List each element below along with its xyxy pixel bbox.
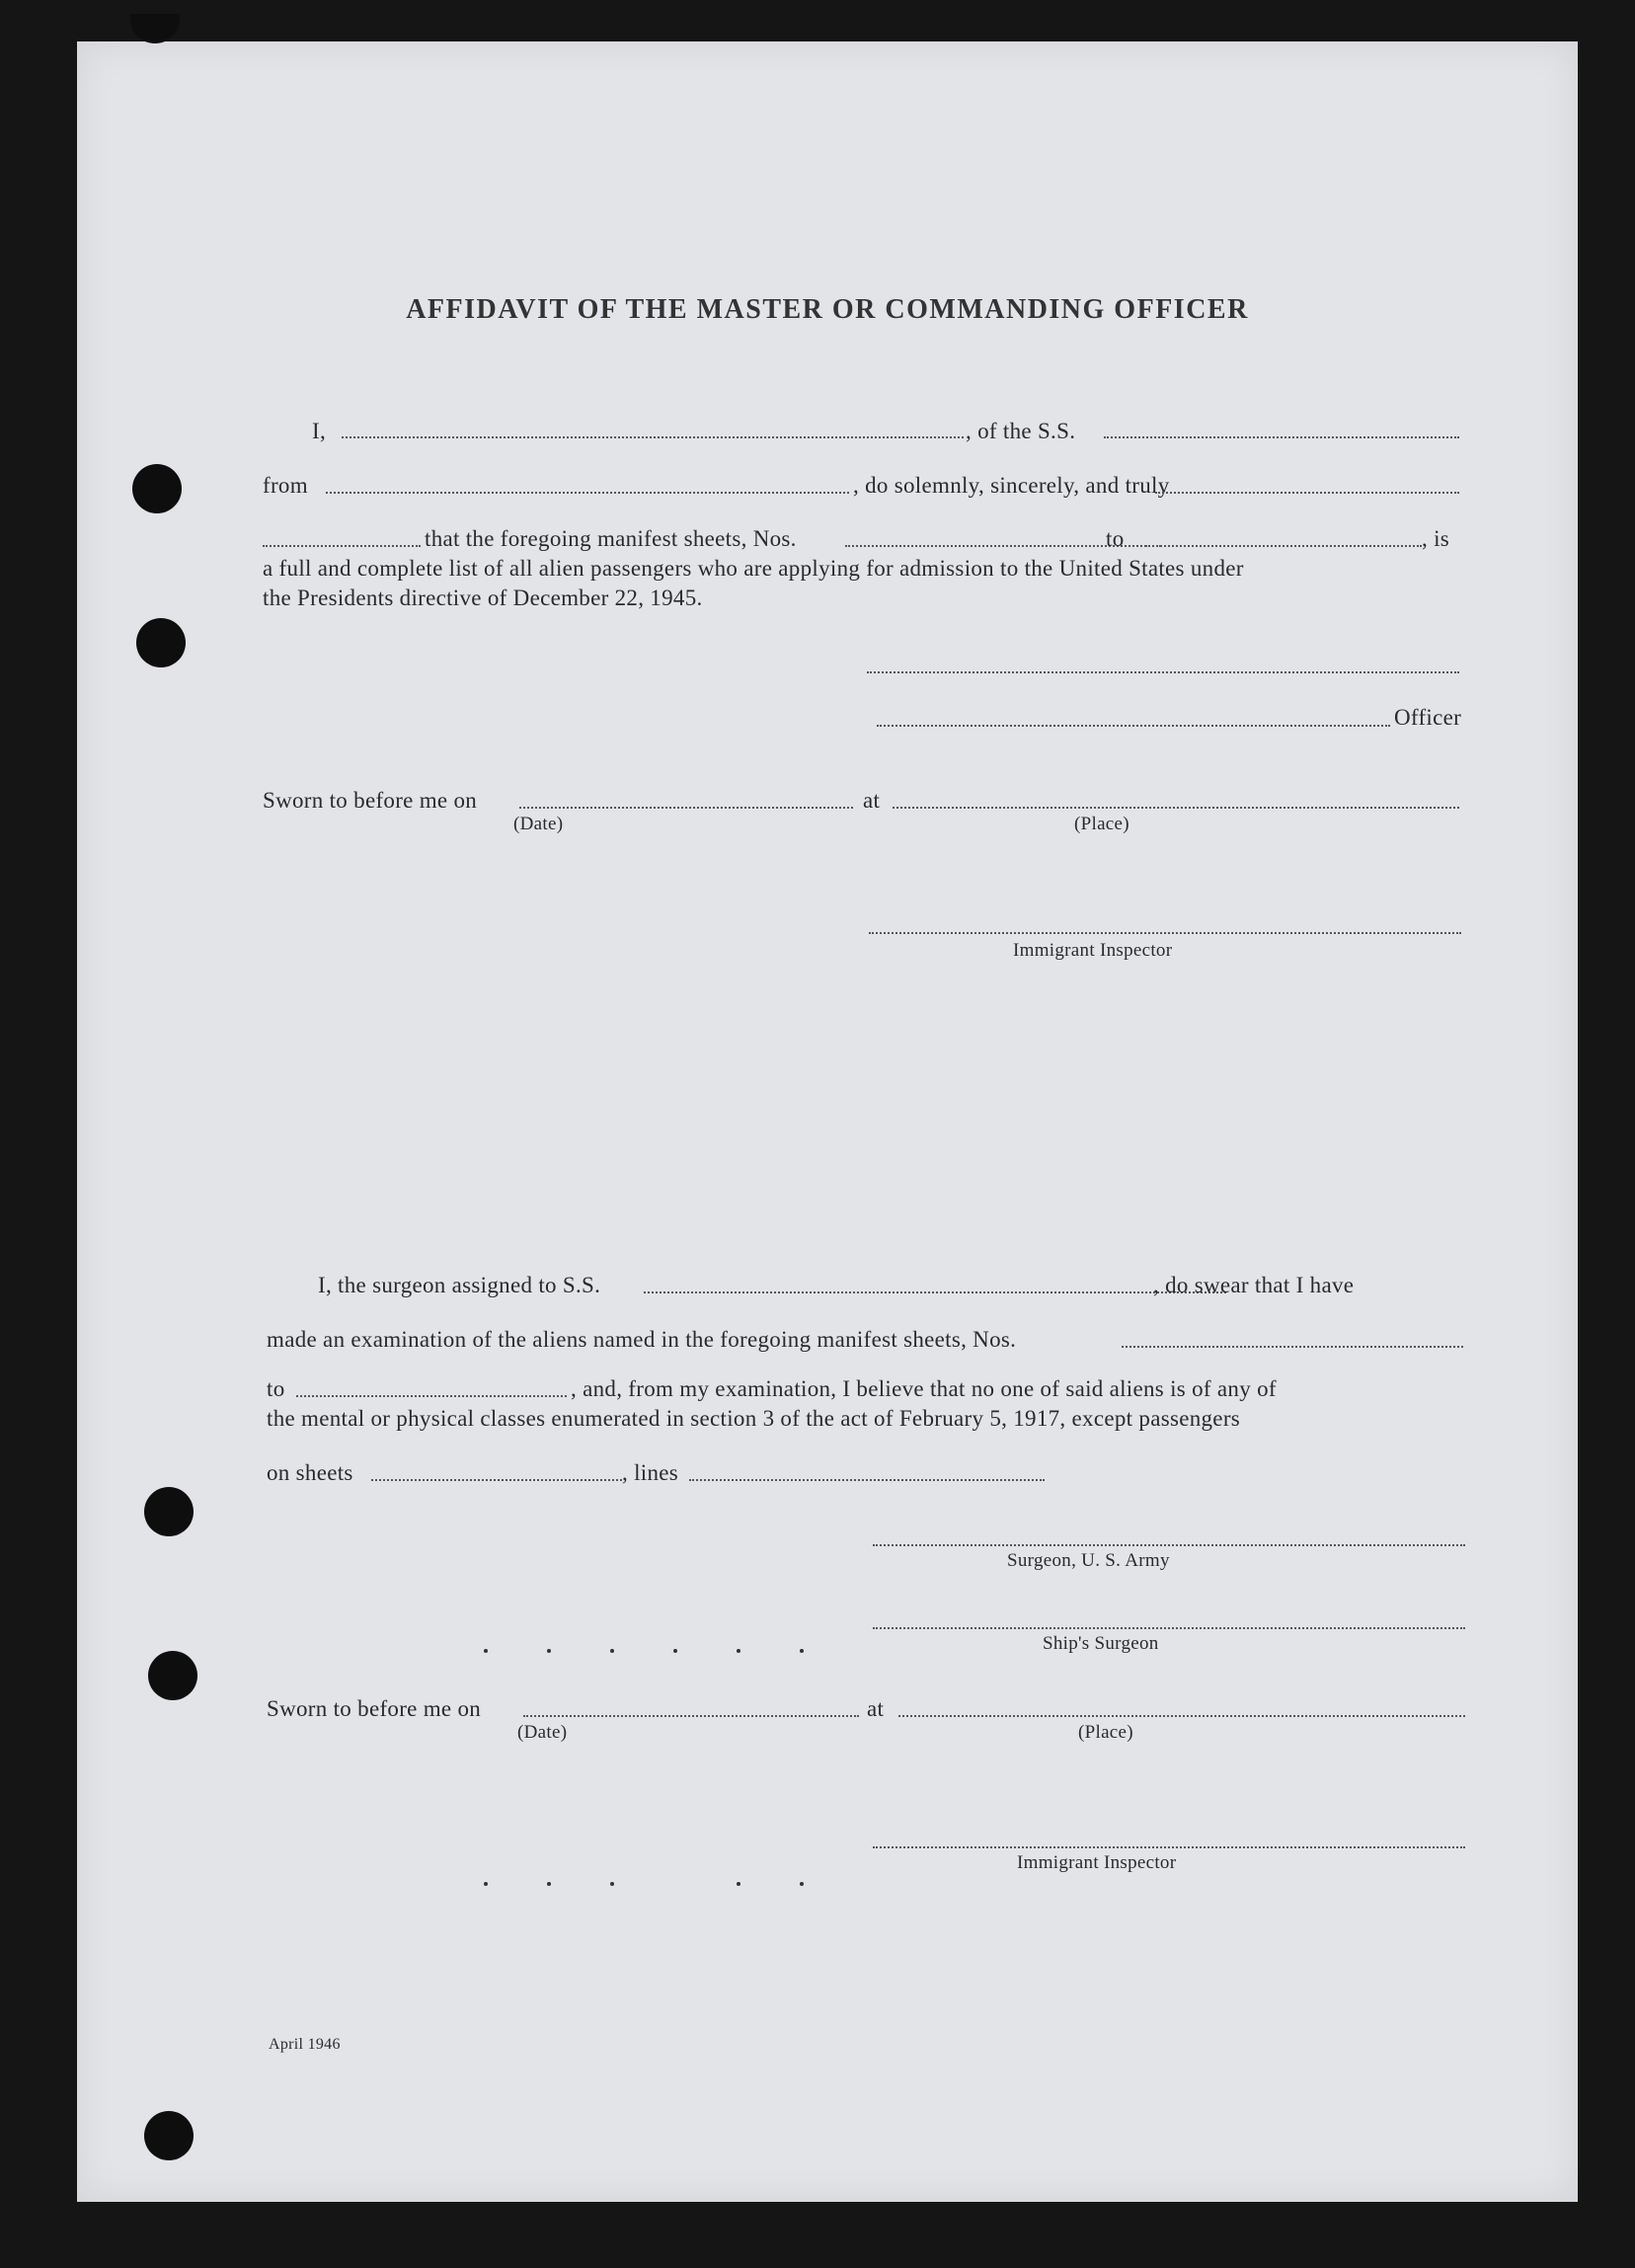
master-sworn-label: Sworn to before me on xyxy=(263,788,478,813)
master-inspector-blank[interactable] xyxy=(869,932,1461,934)
master-signature-blank[interactable] xyxy=(867,671,1459,673)
stray-mark xyxy=(737,1882,740,1886)
surgeon-ship-blank[interactable] xyxy=(644,1291,1226,1293)
master-line2: a full and complete list of all alien passengers who are applying for admission to the United States under xyxy=(263,556,1244,581)
master-port-blank[interactable] xyxy=(326,492,849,494)
master-ship-blank[interactable] xyxy=(1104,436,1459,438)
master-from-label: from xyxy=(263,473,308,498)
surgeon-line3b: , and, from my examination, I believe that no one of said aliens is of any of xyxy=(571,1376,1277,1401)
surgeon-to-label: to xyxy=(267,1376,285,1401)
master-place-blank[interactable] xyxy=(893,807,1459,809)
surgeon-sheet-from-blank[interactable] xyxy=(1122,1346,1463,1348)
punch-hole xyxy=(144,1487,194,1536)
surgeon-sheets-blank[interactable] xyxy=(371,1479,622,1481)
stray-mark xyxy=(484,1649,488,1653)
surgeon-line1a: I, the surgeon assigned to S.S. xyxy=(318,1273,601,1297)
punch-hole xyxy=(136,618,186,667)
stray-mark xyxy=(547,1882,551,1886)
punch-hole xyxy=(132,464,182,513)
stray-mark xyxy=(610,1649,614,1653)
master-foregoing-label: that the foregoing manifest sheets, Nos. xyxy=(425,526,797,551)
stray-mark xyxy=(484,1882,488,1886)
master-date-blank[interactable] xyxy=(519,807,853,809)
punch-hole xyxy=(130,14,180,43)
surgeon-sheet-to-blank[interactable] xyxy=(296,1395,567,1397)
surgeon-lines-label: , lines xyxy=(622,1460,679,1485)
stray-mark xyxy=(737,1649,740,1653)
ships-surgeon-signature-blank[interactable] xyxy=(873,1627,1465,1629)
master-solemnly-label: , do solemnly, sincerely, and truly xyxy=(853,473,1170,498)
surgeon-line1b: , do swear that I have xyxy=(1153,1273,1355,1297)
surgeon-place-caption: (Place) xyxy=(1078,1722,1133,1743)
surgeon-on-sheets-label: on sheets xyxy=(267,1460,353,1485)
surgeon-line2: made an examination of the aliens named in the foregoing manifest sheets, Nos. xyxy=(267,1327,1017,1352)
stray-mark xyxy=(547,1649,551,1653)
officer-signature-blank[interactable] xyxy=(877,725,1390,727)
surgeon-inspector-caption: Immigrant Inspector xyxy=(1017,1852,1177,1873)
master-to-label: to xyxy=(1106,526,1125,551)
punch-hole xyxy=(148,1651,197,1700)
master-line3: the Presidents directive of December 22, 1945. xyxy=(263,586,703,610)
master-of-ss-label: , of the S.S. xyxy=(966,419,1076,443)
stray-mark xyxy=(800,1882,804,1886)
officer-label: Officer xyxy=(1394,705,1462,730)
master-at-label: at xyxy=(863,788,881,813)
surgeon-at-label: at xyxy=(867,1696,885,1721)
master-name-blank[interactable] xyxy=(342,436,964,438)
stray-mark xyxy=(610,1882,614,1886)
form-date-footer: April 1946 xyxy=(269,2036,341,2053)
surgeon-lines-blank[interactable] xyxy=(689,1479,1045,1481)
army-surgeon-signature-blank[interactable] xyxy=(873,1544,1465,1546)
master-swear-blank[interactable] xyxy=(1155,492,1459,494)
surgeon-inspector-blank[interactable] xyxy=(873,1846,1465,1848)
affidavit-form-page xyxy=(77,41,1578,2202)
surgeon-place-blank[interactable] xyxy=(898,1715,1465,1717)
form-title: AFFIDAVIT OF THE MASTER OR COMMANDING OFFICER xyxy=(406,294,1249,325)
surgeon-date-caption: (Date) xyxy=(517,1722,568,1743)
surgeon-sworn-label: Sworn to before me on xyxy=(267,1696,482,1721)
stray-mark xyxy=(800,1649,804,1653)
master-oath-blank[interactable] xyxy=(263,545,421,547)
master-is-label: , is xyxy=(1422,526,1450,551)
surgeon-line4: the mental or physical classes enumerated in section 3 of the act of February 5, 1917, except passengers xyxy=(267,1406,1241,1431)
master-i-label: I, xyxy=(312,419,327,443)
master-inspector-caption: Immigrant Inspector xyxy=(1013,940,1173,961)
surgeon-date-blank[interactable] xyxy=(523,1715,859,1717)
ships-surgeon-caption: Ship's Surgeon xyxy=(1043,1633,1159,1654)
master-date-caption: (Date) xyxy=(513,814,564,834)
stray-mark xyxy=(673,1649,677,1653)
master-sheet-to-blank[interactable] xyxy=(1145,545,1422,547)
punch-hole xyxy=(144,2111,194,2160)
master-place-caption: (Place) xyxy=(1074,814,1129,834)
army-surgeon-caption: Surgeon, U. S. Army xyxy=(1007,1550,1170,1571)
